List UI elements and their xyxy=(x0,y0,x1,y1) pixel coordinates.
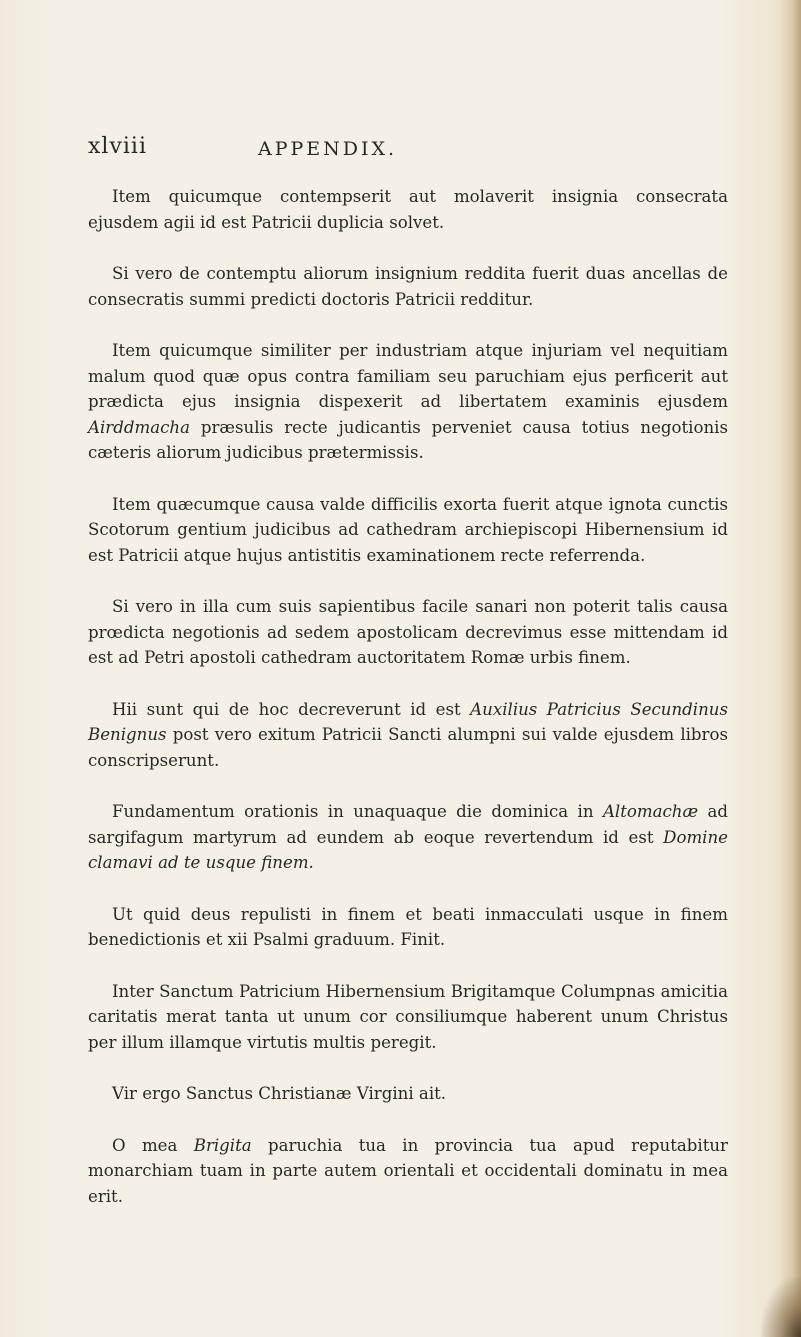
italic-text: Altomachæ xyxy=(602,802,699,821)
paragraph-text: post vero exitum Patricii Sancti alumpni sui valde ejusdem libros conscripserunt. xyxy=(88,725,728,770)
page-number: xlviii xyxy=(88,134,147,159)
italic-text: Auxilius Patricius Secundinus Benignus xyxy=(88,699,728,744)
paragraph xyxy=(88,902,728,953)
corner-stain xyxy=(761,1277,801,1337)
running-head: APPENDIX. xyxy=(258,138,398,160)
page-header xyxy=(88,134,728,174)
paragraph-text: paruchia tua in provincia tua apud reputabitur monarchiam tuam in parte autem orientali et occidentali dominatu in mea erit. xyxy=(88,1135,728,1206)
paragraph xyxy=(88,799,728,876)
paragraph xyxy=(88,261,728,312)
italic-text: Brigita xyxy=(193,1135,252,1155)
paragraph xyxy=(88,492,728,569)
paragraph xyxy=(88,184,728,235)
paragraph xyxy=(88,338,728,466)
paragraph-text: Fundamentum orationis in unaquaque die dominica in xyxy=(112,802,603,821)
paragraph-text: Vir ergo Sanctus Christianæ Virgini ait. xyxy=(112,1084,447,1103)
paragraph xyxy=(88,979,728,1056)
paragraph-text: Ut quid deus repulisti in finem et beati inmacculati usque in finem benedictionis et xii Psalmi graduum. Finit. xyxy=(88,904,728,949)
paragraph xyxy=(88,594,728,671)
paragraph-text: præsulis recte judicantis perveniet causa totius negotionis cæteris aliorum judicibus prætermissis. xyxy=(88,417,728,462)
paragraph-text: O mea xyxy=(112,1135,194,1155)
paragraph-text: ad sargifagum martyrum ad eundem ab eoque revertendum id est xyxy=(88,802,728,847)
paragraph-text: Item quicumque similiter per industriam atque injuriam vel nequitiam malum quod quæ opus contra familiam seu paruchiam ejus perficerit aut prædicta ejus insignia dispexerit ad libertatem examinis ejusdem xyxy=(88,341,728,411)
paragraph-text: Item quæcumque causa valde difficilis exorta fuerit atque ignota cunctis Scotorum gentium judicibus ad cathedram archiepiscopi Hibernensium id est Patricii atque hujus antistitis examinationem recte referrenda. xyxy=(88,494,728,565)
italic-text: Airddmacha xyxy=(88,417,190,437)
paragraph-text: Si vero in illa cum suis sapientibus facile sanari non poterit talis causa prœdicta negotionis ad sedem apostolicam decrevimus esse mittendam id est ad Petri apostoli cathedram auctoritatem Romæ urbis finem. xyxy=(88,597,728,667)
page-edge-shadow xyxy=(779,0,801,1337)
paragraph xyxy=(88,1133,728,1210)
paragraph-text: Item quicumque contempserit aut molaverit insignia consecrata ejusdem agii id est Patricii duplicia solvet. xyxy=(88,187,728,232)
paragraph-text: Hii sunt qui de hoc decreverunt id est xyxy=(112,699,471,719)
paragraph xyxy=(88,697,728,774)
paragraph-text: Si vero de contemptu aliorum insignium reddita fuerit duas ancellas de consecratis summi predicti doctoris Patricii redditur. xyxy=(88,264,728,309)
italic-text: Domine clamavi ad te usque finem. xyxy=(88,827,728,872)
paragraph-text: Inter Sanctum Patricium Hibernensium Brigitamque Columpnas amicitia caritatis merat tanta ut unum cor consiliumque haberent unum Christus per illum illamque virtutis multis peregit. xyxy=(88,981,728,1052)
page-body xyxy=(88,184,728,1235)
paragraph xyxy=(88,1081,728,1107)
